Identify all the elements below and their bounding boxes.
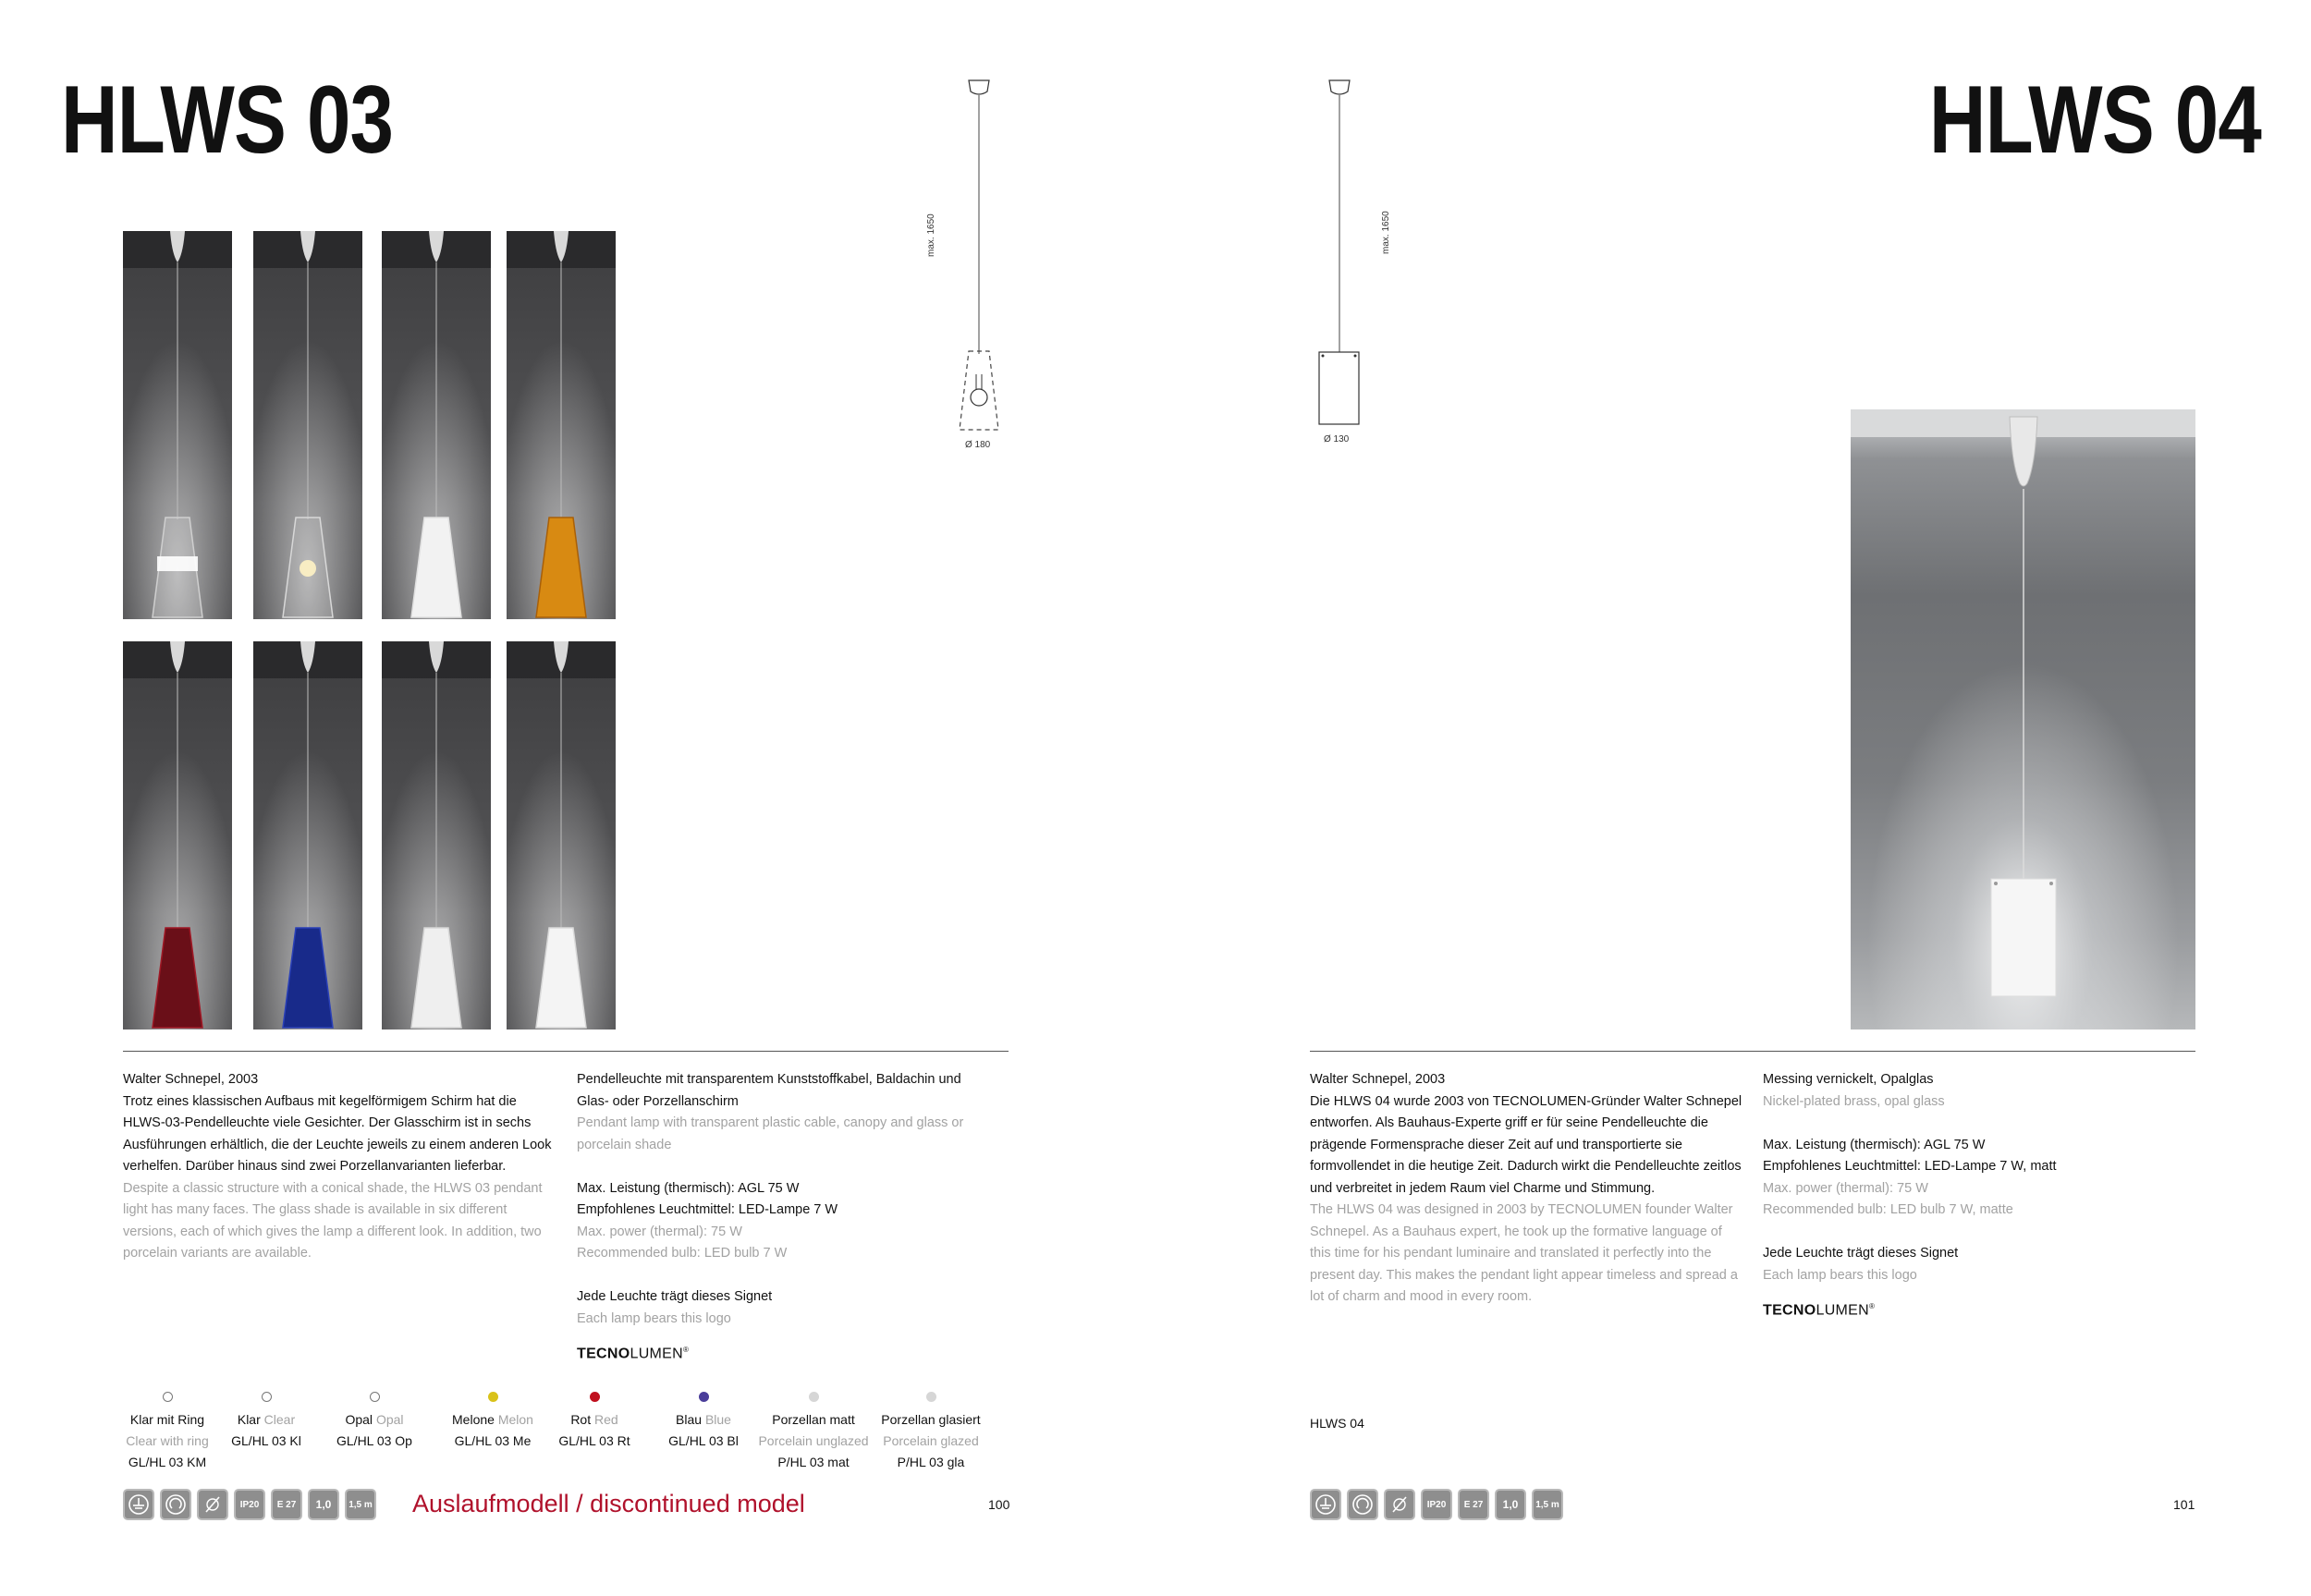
hlws03-description (123, 1069, 557, 1265)
shade-photo-blue (253, 641, 362, 1029)
hlws03-material-de: Pendelleuchte mit transparentem Kunststoffkabel, Baldachin und Glas- oder Porzellanschirm (577, 1072, 961, 1109)
hlws03-bulb-en: Recommended bulb: LED bulb 7 W (577, 1246, 788, 1261)
variant-name-en-inline: Blue (704, 1412, 731, 1427)
hlws03-diameter-label: Ø 180 (965, 440, 991, 450)
variant-code: P/HL 03 gla (897, 1455, 965, 1469)
variant-name-en: Clear with ring (126, 1433, 209, 1448)
1-5-m-icon: 1,5 m (345, 1489, 376, 1520)
hlws04-bulb-en: Recommended bulb: LED bulb 7 W, matte (1763, 1202, 2013, 1217)
shade-photo-porcelain-matt (382, 641, 491, 1029)
no-cover-symbol-icon (197, 1489, 228, 1520)
hlws04-signet-de: Jede Leuchte trägt dieses Signet (1763, 1246, 1959, 1261)
ground-symbol-icon (1310, 1489, 1341, 1520)
hlws04-model-label: HLWS 04 (1310, 1416, 1364, 1431)
variant-name-de: Blau (676, 1412, 703, 1427)
variant-name-de: Opal (345, 1412, 373, 1427)
page-number-right: 101 (2173, 1497, 2195, 1512)
hlws04-dimension-drawing (1303, 79, 1377, 439)
hlws04-photo (1851, 409, 2195, 1029)
variant-code: P/HL 03 mat (777, 1455, 850, 1469)
hlws04-description-de: Die HLWS 04 wurde 2003 von TECNOLUMEN-Gründer Walter Schnepel entworfen. Als Bauhaus-Experte griff er für seine Pendelleuchte die prägende Formensprache dieser Zeit auf und transportierte sie formvollendet in die heutige Zeit. Dadurch wirkt die Pendelleuchte zeitlos und verbreitet in jedem Raum viel Charme und Stimmung. (1310, 1093, 1742, 1196)
variant-6 (643, 1392, 764, 1452)
hlws04-bulb-de: Empfohlenes Leuchtmittel: LED-Lampe 7 W, matt (1763, 1159, 2057, 1174)
variant-color-dot (809, 1392, 819, 1402)
right-divider (1310, 1051, 2195, 1052)
hlws04-icon-row (1310, 1489, 1563, 1520)
variant-code: GL/HL 03 Me (454, 1433, 532, 1448)
variant-name-en-inline: Red (594, 1412, 618, 1427)
variant-name-de: Klar (237, 1412, 261, 1427)
ground-symbol-icon (123, 1489, 154, 1520)
variant-color-dot (163, 1392, 173, 1402)
variant-name-de: Rot (570, 1412, 592, 1427)
hlws04-designer: Walter Schnepel, 2003 (1310, 1072, 1446, 1087)
hlws04-power-en: Max. power (thermal): 75 W (1763, 1180, 1928, 1196)
hlws03-specs (577, 1069, 965, 1365)
hlws04-description (1310, 1069, 1744, 1309)
hlws04-diameter-label: Ø 130 (1324, 434, 1350, 445)
e-27-icon: E 27 (1458, 1489, 1489, 1520)
variant-code: GL/HL 03 Kl (231, 1433, 301, 1448)
page-title-left: HLWS 03 (61, 67, 394, 174)
tecnolumen-logo-right: TECNOLUMEN® (1763, 1302, 1876, 1319)
hlws04-power-de: Max. Leistung (thermisch): AGL 75 W (1763, 1137, 1986, 1152)
discontinued-notice: Auslaufmodell / discontinued model (412, 1490, 805, 1517)
variant-color-dot (370, 1392, 380, 1402)
shade-photo-red (123, 641, 232, 1029)
hlws04-specs (1763, 1069, 2170, 1322)
hlws03-power-de: Max. Leistung (thermisch): AGL 75 W (577, 1180, 800, 1196)
variant-3 (314, 1392, 434, 1452)
hlws04-material-de: Messing vernickelt, Opalglas (1763, 1072, 1934, 1087)
variant-color-dot (262, 1392, 272, 1402)
variant-name-de: Porzellan matt (772, 1412, 855, 1427)
variant-color-dot (590, 1392, 600, 1402)
variant-name-en: Porcelain unglazed (758, 1433, 869, 1448)
variant-7 (753, 1392, 874, 1473)
variant-5 (534, 1392, 654, 1452)
hlws03-dimension-drawing (943, 79, 1017, 448)
variant-name-de: Porzellan glasiert (881, 1412, 981, 1427)
variant-8 (871, 1392, 991, 1473)
hlws03-signet-de: Jede Leuchte trägt dieses Signet (577, 1289, 773, 1304)
shade-photo-clear-ring (123, 231, 232, 619)
1-0-icon: 1,0 (308, 1489, 339, 1520)
no-cover-symbol-icon (1384, 1489, 1415, 1520)
shade-photo-opal (382, 231, 491, 619)
variant-code: GL/HL 03 Rt (558, 1433, 630, 1448)
hlws03-bulb-de: Empfohlenes Leuchtmittel: LED-Lampe 7 W (577, 1202, 838, 1217)
variant-code: GL/HL 03 Op (336, 1433, 412, 1448)
shade-photo-clear (253, 231, 362, 619)
page-title-right: HLWS 04 (1928, 67, 2261, 174)
variant-color-dot (699, 1392, 709, 1402)
variant-name-en-inline: Opal (375, 1412, 404, 1427)
variant-name-de: Melone (452, 1412, 495, 1427)
variant-2 (206, 1392, 326, 1452)
1-5-m-icon: 1,5 m (1532, 1489, 1563, 1520)
hlws04-height-label: max. 1650 (1381, 211, 1391, 254)
variant-name-en: Porcelain glazed (883, 1433, 979, 1448)
variant-code: GL/HL 03 Bl (668, 1433, 739, 1448)
ip20-icon: IP20 (1421, 1489, 1452, 1520)
hlws03-material-en: Pendant lamp with transparent plastic cable, canopy and glass or porcelain shade (577, 1115, 964, 1152)
hlws03-power-en: Max. power (thermal): 75 W (577, 1224, 742, 1239)
variant-code: GL/HL 03 KM (128, 1455, 207, 1469)
hlws03-signet-en: Each lamp bears this logo (577, 1310, 731, 1326)
hlws04-signet-en: Each lamp bears this logo (1763, 1267, 1917, 1283)
hlws03-description-en: Despite a classic structure with a conical shade, the HLWS 03 pendant light has many faces. The glass shade is available in six different versions, each of which gives the lamp a different look. In addition, two porcelain variants are available. (123, 1180, 543, 1261)
tecnolumen-logo-left: TECNOLUMEN® (577, 1346, 690, 1362)
shade-photo-melon (507, 231, 616, 619)
hlws04-description-en: The HLWS 04 was designed in 2003 by TECNOLUMEN founder Walter Schnepel. As a Bauhaus expert, he took up the formative language of this time for his pendant luminaire and translated it perfectly into the present day. This makes the pendant light appear timeless and spread a lot of charm and mood in every room. (1310, 1202, 1738, 1304)
variant-name-en-inline: Clear (263, 1412, 296, 1427)
left-divider (123, 1051, 1009, 1052)
ip20-icon: IP20 (234, 1489, 265, 1520)
hlws03-designer: Walter Schnepel, 2003 (123, 1072, 259, 1087)
1-0-icon: 1,0 (1495, 1489, 1526, 1520)
hlws03-height-label: max. 1650 (926, 213, 936, 257)
shade-photo-porcelain-glazed (507, 641, 616, 1029)
variant-color-dot (926, 1392, 936, 1402)
hlws04-material-en: Nickel-plated brass, opal glass (1763, 1093, 1945, 1109)
dimmer-symbol-icon (1347, 1489, 1378, 1520)
e-27-icon: E 27 (271, 1489, 302, 1520)
variant-name-en-inline: Melon (497, 1412, 533, 1427)
variant-name-de: Klar mit Ring (129, 1412, 205, 1427)
variant-color-dot (488, 1392, 498, 1402)
dimmer-symbol-icon (160, 1489, 191, 1520)
hlws03-description-de: Trotz eines klassischen Aufbaus mit kegelförmigem Schirm hat die HLWS-03-Pendelleuchte viele Gesichter. Der Glasschirm ist in sechs Ausführungen erhältlich, die der Leuchte jeweils zu einem anderen Look verhelfen. Darüber hinaus sind zwei Porzellanvarianten lieferbar. (123, 1093, 552, 1174)
hlws03-icon-row (123, 1489, 376, 1520)
page-number-left: 100 (988, 1497, 1010, 1512)
